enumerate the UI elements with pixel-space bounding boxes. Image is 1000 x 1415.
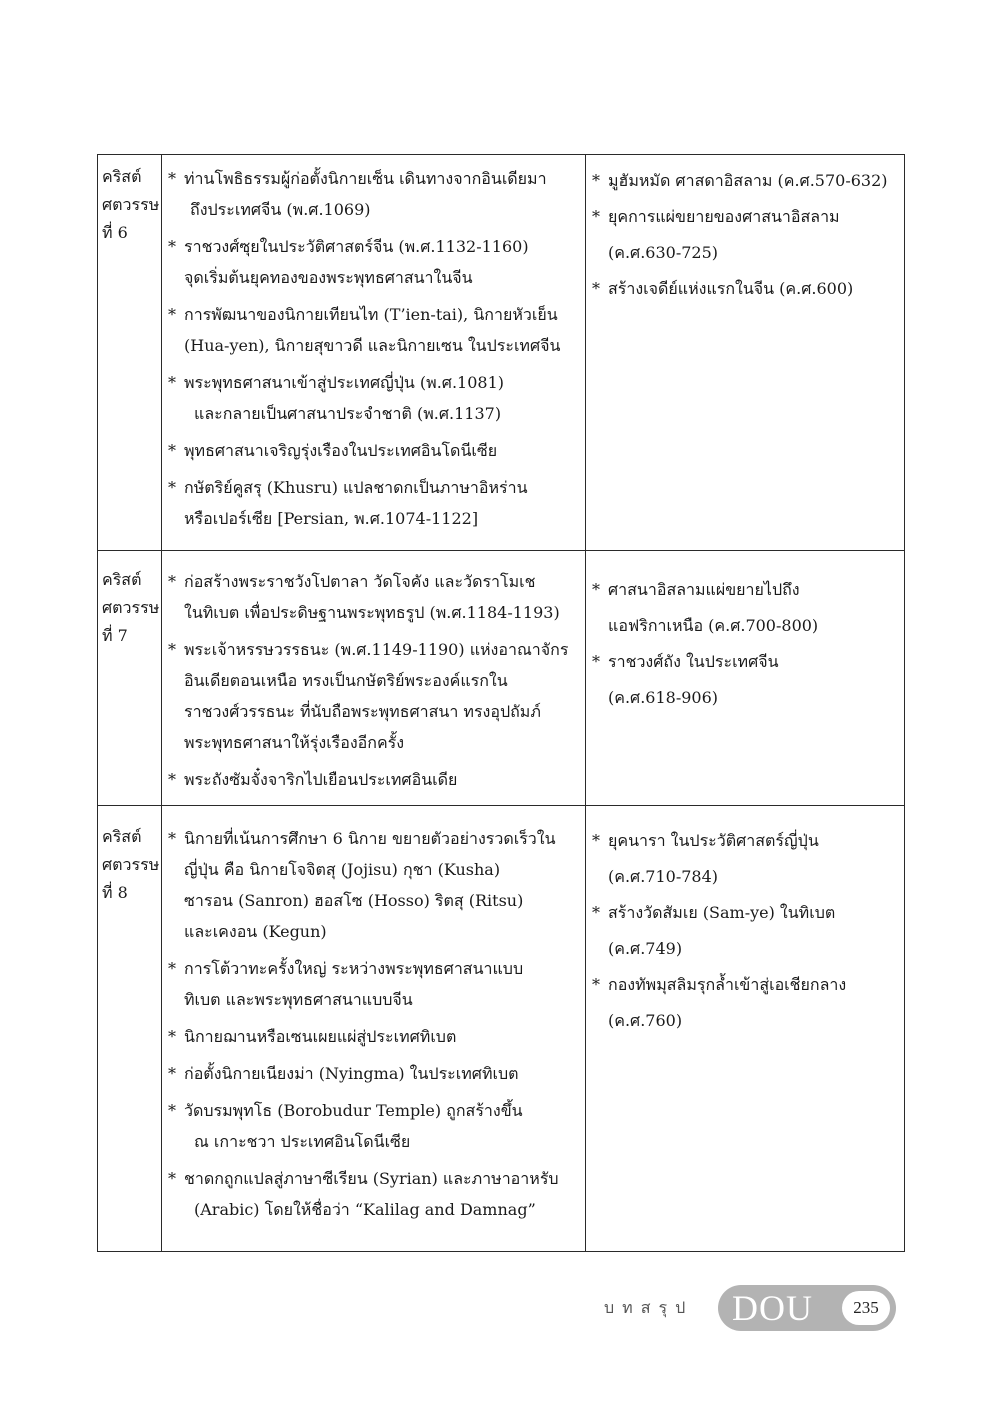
list-item: * พุทธศาสนาเจริญรุ่งเรืองในประเทศอินโดนีเซีย xyxy=(168,435,578,466)
list-item: * ท่านโพธิธรรมผู้ก่อตั้งนิกายเซ็น เดินทางจากอินเดียมา ถึงประเทศจีน (พ.ศ.1069) xyxy=(168,163,578,225)
list-item: * ศาสนาอิสลามแผ่ขยายไปถึง แอฟริกาเหนือ (ค.ศ.700-800) xyxy=(592,572,904,644)
list-item: * วัดบรมพุทโธ (Borobudur Temple) ถูกสร้างขึ้น ณ เกาะชวา ประเทศอินโดนีเซีย xyxy=(168,1095,578,1157)
list-item: * กองทัพมุสลิมรุกล้ำเข้าสู่เอเชียกลาง (ค.ศ.760) xyxy=(592,967,904,1039)
list-item: * นิกายที่เน้นการศึกษา 6 นิกาย ขยายตัวอย่างรวดเร็วใน ญี่ปุ่น คือ นิกายโจจิตสุ (Jojisu) กุชา (Kusha) ซารอน (Sanron) ฮอสโซ (Hosso) ริตสุ (Ritsu) และเคงอน (Kegun) xyxy=(168,823,578,947)
world-events xyxy=(592,572,904,716)
list-item: * พระพุทธศาสนาเข้าสู่ประเทศญี่ปุ่น (พ.ศ.1081) และกลายเป็นศาสนาประจำชาติ (พ.ศ.1137) xyxy=(168,367,578,429)
list-item: * พระเจ้าหรรษวรรธนะ (พ.ศ.1149-1190) แห่งอาณาจักร อินเดียตอนเหนือ ทรงเป็นกษัตริย์พระองค์แรกใน ราชวงศ์วรรธนะ ที่นับถือพระพุทธศาสนา ทรงอุปถัมภ์ พระพุทธศาสนาให้รุ่งเรืองอีกครั้ง xyxy=(168,634,578,758)
century-label: คริสต์ xyxy=(102,570,142,589)
century-cell xyxy=(102,823,160,907)
column-divider xyxy=(585,155,586,1251)
world-events xyxy=(592,823,904,1039)
century-label: ที่ 8 xyxy=(102,883,128,902)
list-item: * การพัฒนาของนิกายเทียนไท (T’ien-tai), นิกายหัวเย็น (Hua-yen), นิกายสุขาวดี และนิกายเซน ในประเทศจีน xyxy=(168,299,578,361)
buddhism-events xyxy=(168,163,578,540)
list-item: * กษัตริย์คูสรุ (Khusru) แปลชาดกเป็นภาษาอิหร่าน หรือเปอร์เซีย [Persian, พ.ศ.1074-1122] xyxy=(168,472,578,534)
list-item: * ชาดกถูกแปลสู่ภาษาซีเรียน (Syrian) และภาษาอาหรับ (Arabic) โดยให้ชื่อว่า “Kalilag and Damnag” xyxy=(168,1163,578,1225)
buddhism-events xyxy=(168,823,578,1231)
century-label: ศตวรรษ xyxy=(102,855,160,874)
row-divider xyxy=(98,550,904,551)
century-label: ที่ 6 xyxy=(102,223,128,242)
century-label: ที่ 7 xyxy=(102,626,128,645)
list-item: * ก่อสร้างพระราชวังโปตาลา วัดโจคัง และวัดราโมเช ในทิเบต เพื่อประดิษฐานพระพุทธรูป (พ.ศ.1184-1193) xyxy=(168,566,578,628)
list-item: * ก่อตั้งนิกายเนียงม่า (Nyingma) ในประเทศทิเบต xyxy=(168,1058,578,1089)
list-item: * พระถังซัมจั๋งจาริกไปเยือนประเทศอินเดีย xyxy=(168,764,578,795)
century-cell xyxy=(102,566,160,650)
row-divider xyxy=(98,805,904,806)
buddhism-events xyxy=(168,566,578,801)
list-item: * ยุคการแผ่ขยายของศาสนาอิสลาม (ค.ศ.630-725) xyxy=(592,199,904,271)
list-item: * นิกายฌานหรือเซนเผยแผ่สู่ประเทศทิเบต xyxy=(168,1021,578,1052)
list-item: * ราชวงศ์ซุยในประวัติศาสตร์จีน (พ.ศ.1132-1160) จุดเริ่มต้นยุคทองของพระพุทธศาสนาในจีน xyxy=(168,231,578,293)
century-cell xyxy=(102,163,160,247)
list-item: * ราชวงศ์ถัง ในประเทศจีน (ค.ศ.618-906) xyxy=(592,644,904,716)
list-item: * สร้างวัดสัมเย (Sam-ye) ในทิเบต (ค.ศ.749) xyxy=(592,895,904,967)
column-divider xyxy=(161,155,162,1251)
century-label: คริสต์ xyxy=(102,167,142,186)
list-item: * การโต้วาทะครั้งใหญ่ ระหว่างพระพุทธศาสนาแบบ ทิเบต และพระพุทธศาสนาแบบจีน xyxy=(168,953,578,1015)
timeline-table xyxy=(97,154,905,1252)
century-label: ศตวรรษ xyxy=(102,195,160,214)
list-item: * มูฮัมหมัด ศาสดาอิสลาม (ค.ศ.570-632) xyxy=(592,163,904,199)
dou-logo: DOU xyxy=(732,1288,813,1328)
page-badge xyxy=(718,1285,896,1331)
century-label: คริสต์ xyxy=(102,827,142,846)
page-number: 235 xyxy=(842,1291,890,1325)
chapter-title: บทสรุป xyxy=(604,1298,694,1317)
century-label: ศตวรรษ xyxy=(102,598,160,617)
list-item: * ยุคนารา ในประวัติศาสตร์ญี่ปุ่น (ค.ศ.710-784) xyxy=(592,823,904,895)
list-item: * สร้างเจดีย์แห่งแรกในจีน (ค.ศ.600) xyxy=(592,271,904,307)
world-events xyxy=(592,163,904,307)
